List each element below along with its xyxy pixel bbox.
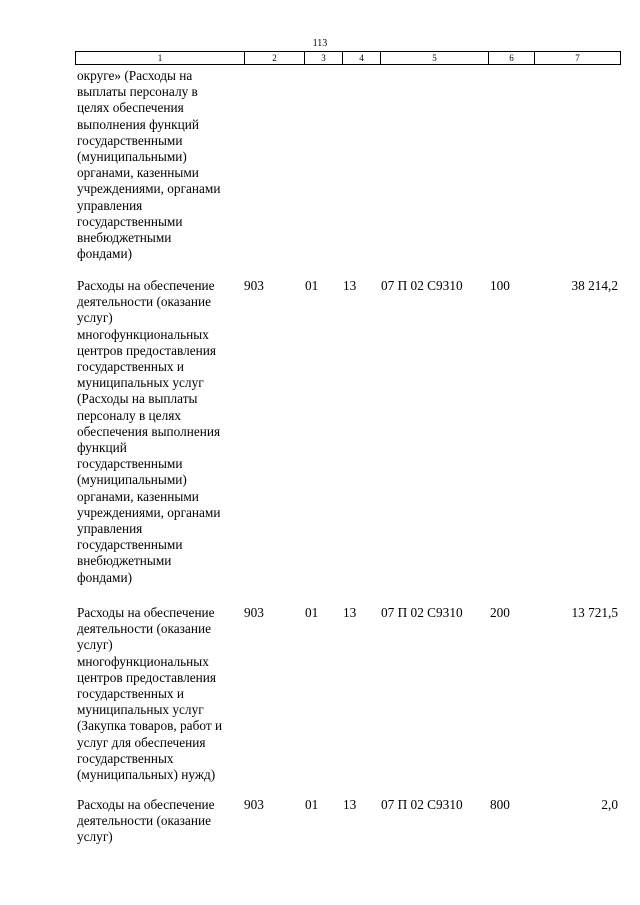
expense-type: 800 <box>490 797 510 812</box>
expense-type: 100 <box>490 278 510 293</box>
target-article: 07 П 02 С9310 <box>381 278 463 293</box>
ministry-code: 903 <box>244 278 264 293</box>
row-description: округе» (Расходы на выплаты персоналу в целях обеспечения выполнения функций государственными (муниципальными) органами, казенными учреждениями, органами управления государственными внебюджетными фондами) <box>77 68 221 262</box>
subsection-code: 13 <box>343 797 357 812</box>
section-code: 01 <box>305 605 319 620</box>
amount: 2,0 <box>601 797 618 812</box>
page-number: 113 <box>312 38 328 49</box>
column-number-3: 3 <box>305 52 343 65</box>
column-number-2: 2 <box>245 52 305 65</box>
target-article: 07 П 02 С9310 <box>381 797 463 812</box>
ministry-code: 903 <box>244 797 264 812</box>
column-number-5: 5 <box>381 52 489 65</box>
section-code: 01 <box>305 797 319 812</box>
row-description: Расходы на обеспечение деятельности (оказание услуг) многофункциональных центров предоставления государственных и муниципальных услуг (Расходы на выплаты персоналу в целях обеспечения выполнения функций государственными (муниципальными) органами, казенными учреждениями, органами управления государственными внебюджетными фондами) <box>77 278 221 585</box>
row-description: Расходы на обеспечение деятельности (оказание услуг) <box>77 797 215 845</box>
amount: 38 214,2 <box>571 278 618 293</box>
column-number-7: 7 <box>535 52 621 65</box>
target-article: 07 П 02 С9310 <box>381 605 463 620</box>
section-code: 01 <box>305 278 319 293</box>
column-number-header <box>75 51 621 65</box>
amount: 13 721,5 <box>571 605 618 620</box>
column-number-1: 1 <box>76 52 245 65</box>
column-number-6: 6 <box>489 52 535 65</box>
subsection-code: 13 <box>343 278 357 293</box>
column-number-4: 4 <box>343 52 381 65</box>
row-description: Расходы на обеспечение деятельности (оказание услуг) многофункциональных центров предоставления государственных и муниципальных услуг (Закупка товаров, работ и услуг для обеспечения государственных (муниципальных) нужд) <box>77 605 223 783</box>
subsection-code: 13 <box>343 605 357 620</box>
expense-type: 200 <box>490 605 510 620</box>
ministry-code: 903 <box>244 605 264 620</box>
